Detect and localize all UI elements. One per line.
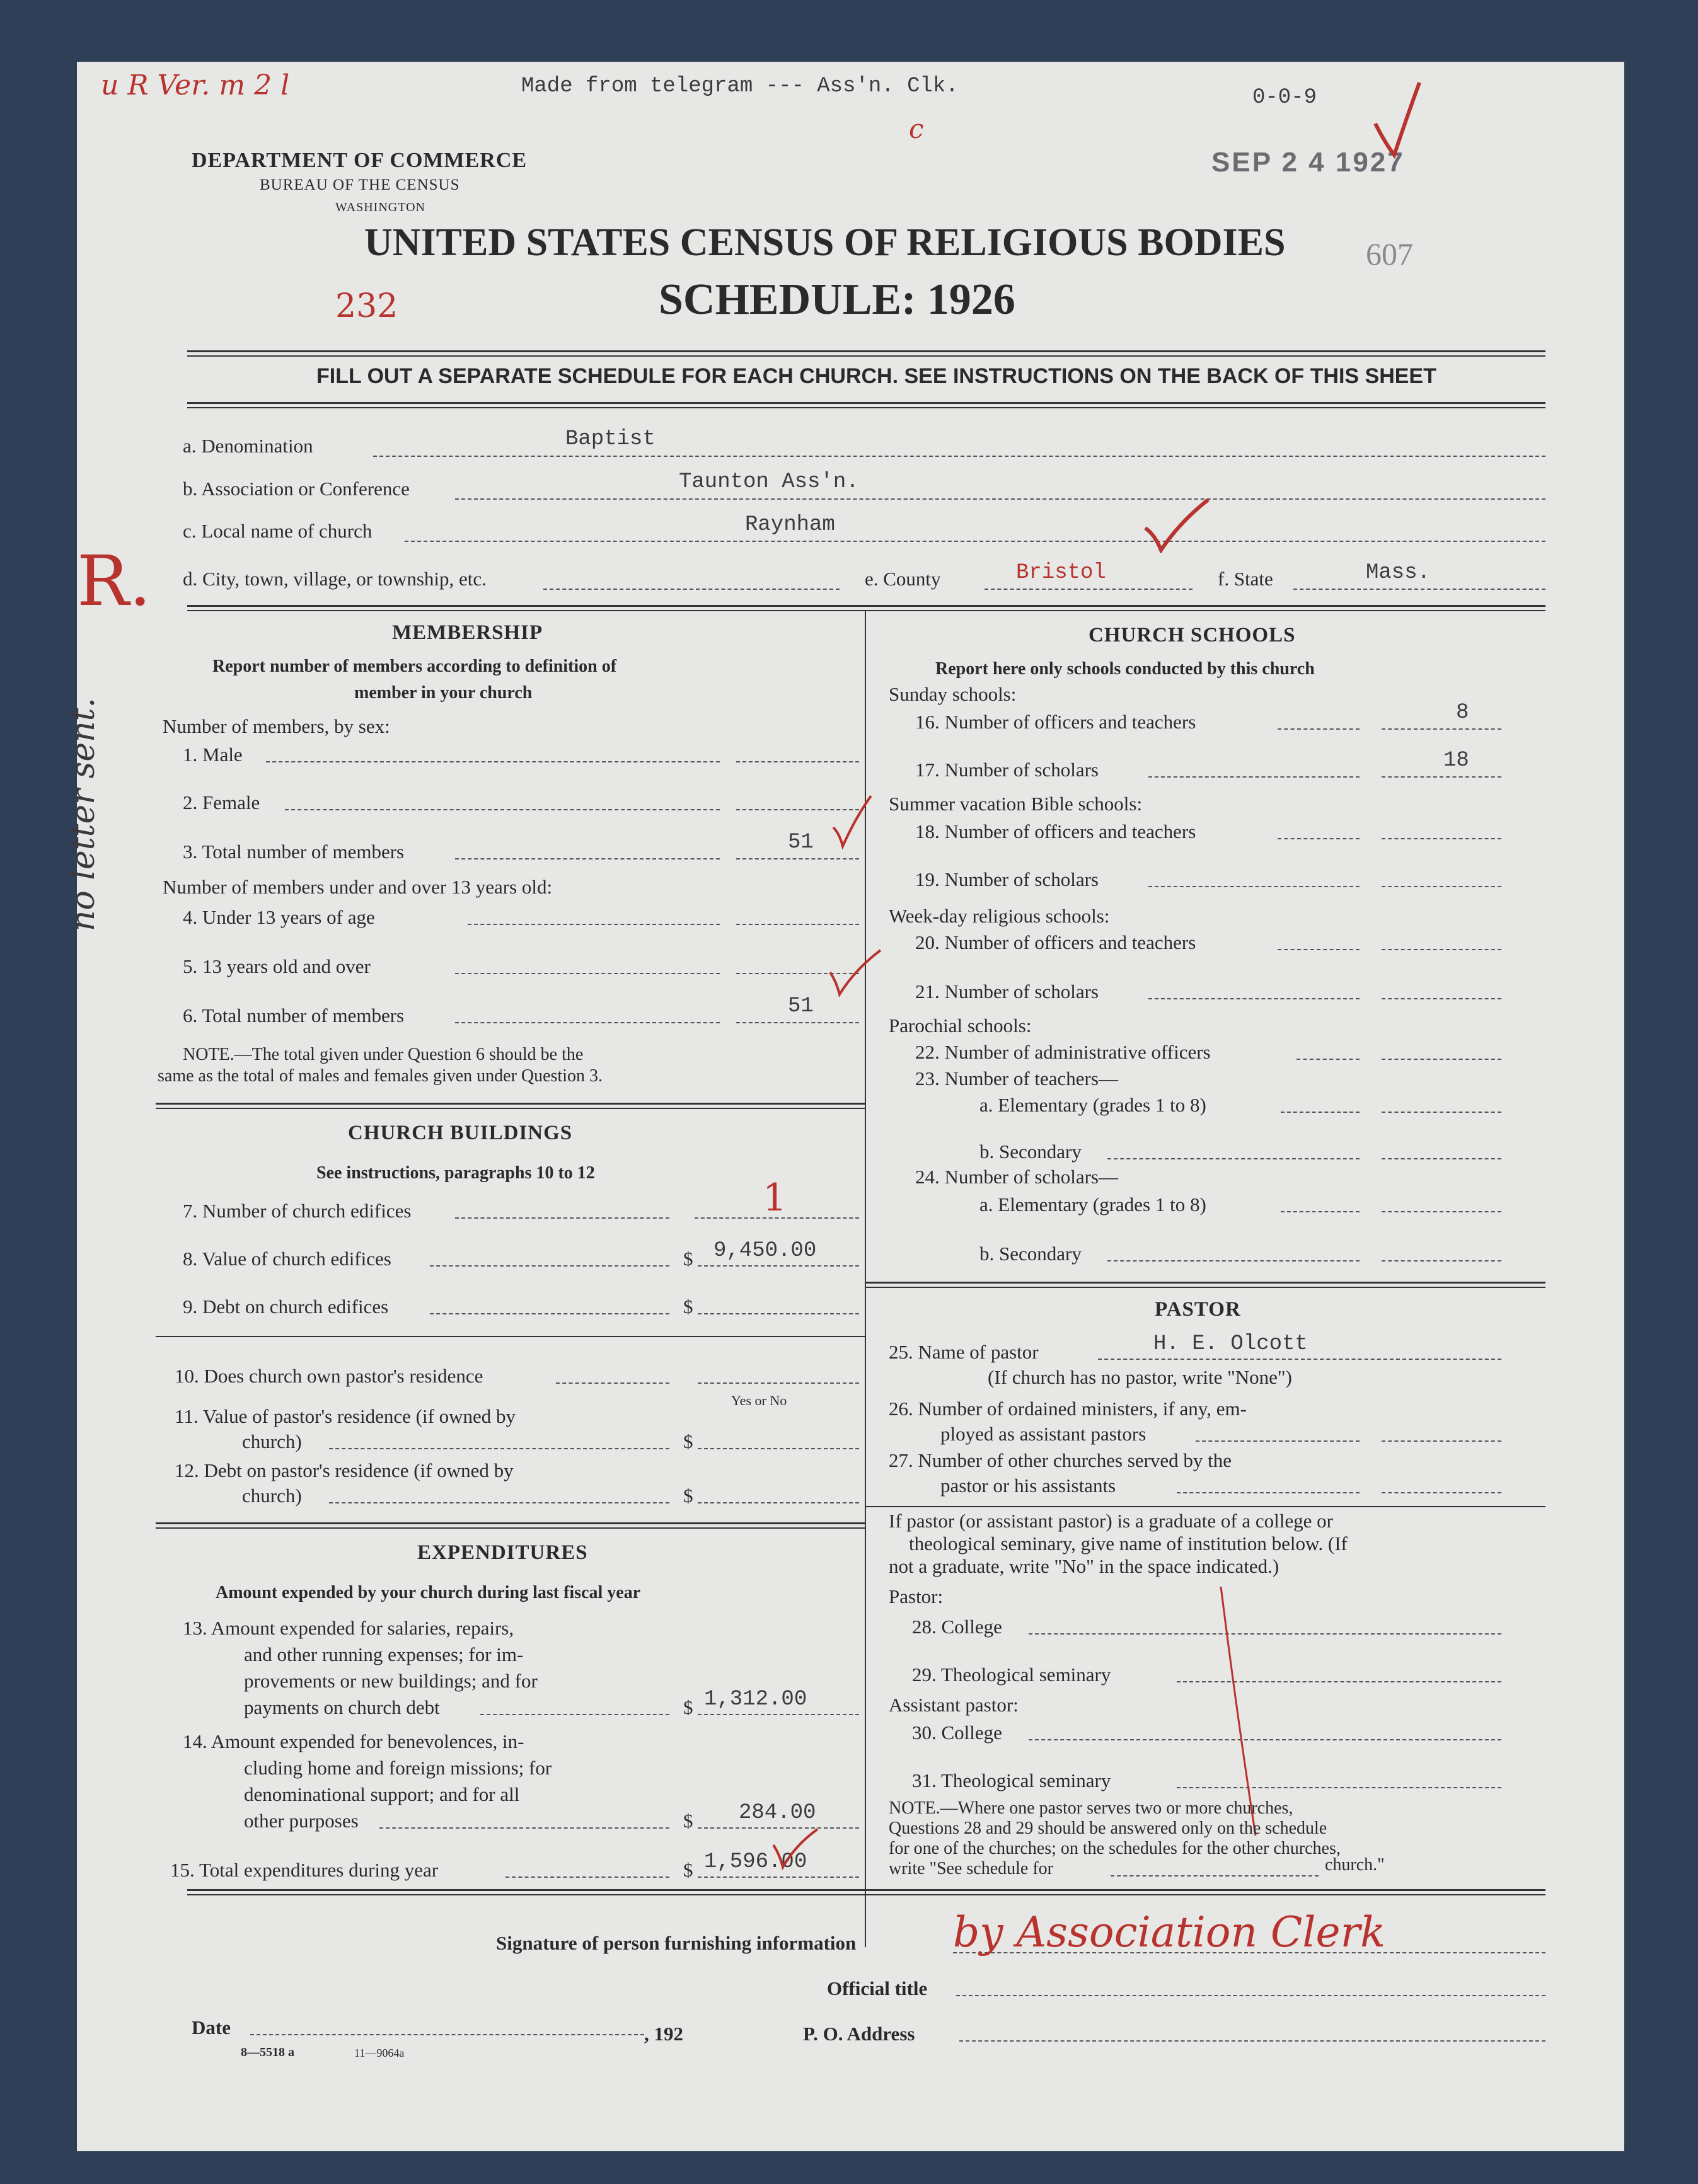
q17-field[interactable] <box>1382 776 1501 778</box>
q1-field[interactable] <box>736 761 859 762</box>
local-name-field[interactable] <box>405 541 1545 542</box>
state-label: f. State <box>1218 568 1273 590</box>
q19-field[interactable] <box>1382 886 1501 887</box>
q13-label: provements or new buildings; and for <box>244 1670 538 1692</box>
q23a-field[interactable] <box>1382 1112 1501 1113</box>
q3-field[interactable] <box>736 858 859 859</box>
q21-leader <box>1148 998 1360 999</box>
pastor-heading: PASTOR <box>1155 1298 1241 1321</box>
q16-value: 8 <box>1456 701 1469 725</box>
pastor-note: Questions 28 and 29 should be answered only on the schedule <box>889 1819 1327 1838</box>
dollar-sign: $ <box>683 1859 693 1881</box>
membership-intro: member in your church <box>354 683 533 703</box>
q4-field[interactable] <box>736 924 859 925</box>
divider <box>187 402 1545 404</box>
summer-label: Summer vacation Bible schools: <box>889 793 1143 815</box>
q20-field[interactable] <box>1382 949 1501 950</box>
q17-leader <box>1148 776 1360 778</box>
state-field[interactable] <box>1293 589 1545 590</box>
stamp-number: 607 <box>1366 236 1413 272</box>
q13-label: and other running expenses; for im- <box>244 1643 524 1665</box>
q8-label: 8. Value of church edifices <box>183 1248 391 1270</box>
instruction-banner: FILL OUT A SEPARATE SCHEDULE FOR EACH CHURCH. SEE INSTRUCTIONS ON THE BACK OF THIS SHEET <box>316 364 1436 388</box>
department-name: DEPARTMENT OF COMMERCE <box>192 149 528 172</box>
q9-label: 9. Debt on church edifices <box>183 1296 389 1318</box>
membership-note: same as the total of males and females given under Question 3. <box>158 1066 603 1086</box>
red-verification-note: u R Ver. m 2 l <box>101 69 290 101</box>
q26-label: 26. Number of ordained ministers, if any, em- <box>889 1398 1247 1420</box>
dollar-sign: $ <box>683 1296 693 1318</box>
q9-leader <box>430 1313 669 1314</box>
q24-label: 24. Number of scholars— <box>915 1166 1118 1188</box>
q27-leader <box>1177 1492 1360 1493</box>
parochial-label: Parochial schools: <box>889 1014 1032 1037</box>
q10-field[interactable] <box>698 1382 859 1384</box>
divider <box>187 605 1545 607</box>
q24b-label: b. Secondary <box>979 1243 1082 1265</box>
divider <box>156 1527 865 1529</box>
divider <box>187 355 1545 357</box>
official-title-field[interactable] <box>956 1995 1545 1996</box>
q18-label: 18. Number of officers and teachers <box>915 820 1196 842</box>
q23b-leader <box>1107 1158 1360 1159</box>
q22-leader <box>1297 1059 1360 1060</box>
dollar-sign: $ <box>683 1696 693 1718</box>
city-label: d. City, town, village, or township, etc. <box>183 568 487 590</box>
q18-field[interactable] <box>1382 838 1501 839</box>
c-mark: c <box>909 113 924 144</box>
denomination-value: Baptist <box>565 427 656 451</box>
q7-value: 1 <box>763 1176 787 1220</box>
q23a-label: a. Elementary (grades 1 to 8) <box>979 1094 1206 1116</box>
q20-leader <box>1278 949 1360 950</box>
date-label: Date <box>192 2016 231 2038</box>
red-check-mark-icon <box>830 793 874 849</box>
signature-label: Signature of person furnishing information <box>496 1932 857 1954</box>
q29-label: 29. Theological seminary <box>912 1664 1111 1686</box>
q11-label: church) <box>242 1430 302 1452</box>
date-field[interactable] <box>250 2034 644 2035</box>
q18-leader <box>1278 838 1360 839</box>
q15-field[interactable] <box>698 1877 859 1878</box>
divider <box>187 610 1545 611</box>
q22-label: 22. Number of administrative officers <box>915 1041 1211 1063</box>
q11-leader <box>329 1448 669 1449</box>
q10-label: 10. Does church own pastor's residence <box>175 1365 483 1387</box>
q1-leader <box>266 761 720 762</box>
q7-leader <box>455 1217 669 1219</box>
q23a-leader <box>1281 1112 1360 1113</box>
expenditures-sub: Amount expended by your church during last fiscal year <box>216 1583 641 1602</box>
see-schedule-field[interactable] <box>1111 1875 1319 1877</box>
q11-label: 11. Value of pastor's residence (if owned by <box>175 1405 516 1427</box>
received-date-stamp: SEP 2 4 1927 <box>1211 147 1405 178</box>
q21-field[interactable] <box>1382 998 1501 999</box>
q17-value: 18 <box>1443 749 1469 773</box>
dollar-sign: $ <box>683 1430 693 1452</box>
graduate-instruction: not a graduate, write "No" in the space indicated.) <box>889 1555 1279 1577</box>
q13-label: 13. Amount expended for salaries, repairs, <box>183 1617 514 1639</box>
county-field[interactable] <box>985 589 1193 590</box>
dollar-sign: $ <box>683 1810 693 1832</box>
q25-label: 25. Name of pastor <box>889 1341 1039 1363</box>
q14-value: 284.00 <box>739 1801 816 1825</box>
membership-note: NOTE.—The total given under Question 6 should be the <box>183 1045 584 1064</box>
q8-leader <box>430 1265 669 1267</box>
divider <box>156 1108 865 1109</box>
page-title: UNITED STATES CENSUS OF RELIGIOUS BODIES <box>364 221 1286 264</box>
graduate-instruction: If pastor (or assistant pastor) is a graduate of a college or <box>889 1510 1333 1532</box>
po-address-field[interactable] <box>959 2040 1545 2042</box>
association-value: Taunton Ass'n. <box>679 470 859 494</box>
q6-value: 51 <box>788 994 814 1018</box>
q12-label: 12. Debt on pastor's residence (if owned by <box>175 1459 514 1481</box>
q6-field[interactable] <box>736 1022 859 1023</box>
q23b-field[interactable] <box>1382 1158 1501 1159</box>
red-check-mark-icon <box>770 1826 821 1870</box>
q27-field[interactable] <box>1382 1492 1501 1493</box>
q13-field[interactable] <box>698 1714 859 1715</box>
q6-leader <box>455 1022 720 1023</box>
yes-no-hint: Yes or No <box>731 1393 787 1408</box>
red-check-mark-icon <box>827 947 884 997</box>
q23-label: 23. Number of teachers— <box>915 1067 1118 1089</box>
divider <box>156 1336 865 1337</box>
red-check-mark-icon <box>1372 79 1423 161</box>
q7-label: 7. Number of church edifices <box>183 1200 412 1222</box>
membership-heading: MEMBERSHIP <box>392 621 543 644</box>
pastor-note: NOTE.—Where one pastor serves two or more churches, <box>889 1798 1293 1818</box>
q15-label: 15. Total expenditures during year <box>170 1859 439 1881</box>
pencil-margin-note: no letter sent. <box>64 697 102 931</box>
q31-label: 31. Theological seminary <box>912 1769 1111 1791</box>
by-sex-label: Number of members, by sex: <box>163 715 390 737</box>
state-value: Mass. <box>1366 561 1431 585</box>
po-address-label: P. O. Address <box>803 2023 915 2045</box>
q25-value: H. E. Olcott <box>1153 1332 1308 1356</box>
q1-label: 1. Male <box>183 744 243 766</box>
q8-field[interactable] <box>698 1265 859 1267</box>
q12-label: church) <box>242 1485 302 1507</box>
page-subtitle: SCHEDULE: 1926 <box>659 275 1015 324</box>
divider <box>866 1287 1545 1288</box>
divider <box>187 407 1545 408</box>
q5-leader <box>455 973 720 974</box>
q26-field[interactable] <box>1382 1440 1501 1442</box>
q3-label: 3. Total number of members <box>183 841 405 863</box>
divider <box>187 1894 1545 1895</box>
q24a-field[interactable] <box>1382 1211 1501 1212</box>
q23b-label: b. Secondary <box>979 1141 1082 1163</box>
by-age-label: Number of members under and over 13 years old: <box>163 876 553 898</box>
q26-leader <box>1196 1440 1360 1442</box>
city-field[interactable] <box>543 589 840 590</box>
q3-leader <box>455 858 720 859</box>
q20-label: 20. Number of officers and teachers <box>915 931 1196 953</box>
graduate-instruction: theological seminary, give name of institution below. (If <box>909 1532 1348 1555</box>
census-schedule-sheet <box>64 62 1624 2151</box>
q19-leader <box>1148 886 1360 887</box>
q22-field[interactable] <box>1382 1059 1501 1060</box>
assistant-sublabel: Assistant pastor: <box>889 1694 1019 1716</box>
dollar-sign: $ <box>683 1485 693 1507</box>
q21-label: 21. Number of scholars <box>915 980 1099 1003</box>
membership-intro: Report number of members according to definition of <box>212 657 617 676</box>
q24a-label: a. Elementary (grades 1 to 8) <box>979 1193 1206 1216</box>
q14-label: 14. Amount expended for benevolences, in- <box>183 1730 524 1752</box>
county-label: e. County <box>865 568 941 590</box>
q16-label: 16. Number of officers and teachers <box>915 711 1196 733</box>
q12-leader <box>329 1502 669 1503</box>
schools-heading: CHURCH SCHOOLS <box>1089 624 1296 647</box>
q2-leader <box>285 809 720 810</box>
signature-value: by Association Clerk <box>953 1908 1386 1957</box>
q30-label: 30. College <box>912 1721 1002 1744</box>
red-check-mark-icon <box>1142 497 1211 553</box>
sunday-label: Sunday schools: <box>889 683 1017 705</box>
q5-label: 5. 13 years old and over <box>183 955 371 977</box>
divider <box>187 1889 1545 1891</box>
bureau-name: BUREAU OF THE CENSUS <box>260 176 460 193</box>
q16-field[interactable] <box>1382 728 1501 730</box>
pastor-note: church." <box>1325 1855 1385 1875</box>
q12-field[interactable] <box>698 1502 859 1503</box>
telegram-note: Made from telegram --- Ass'n. Clk. <box>521 74 959 98</box>
form-number: 8—5518 a <box>241 2045 294 2059</box>
q13-leader <box>480 1714 669 1715</box>
divider <box>866 1506 1545 1507</box>
red-number: 232 <box>335 287 398 325</box>
q10-leader <box>556 1382 669 1384</box>
q24b-leader <box>1107 1260 1360 1262</box>
q13-value: 1,312.00 <box>704 1687 807 1711</box>
q28-label: 28. College <box>912 1616 1002 1638</box>
q11-field[interactable] <box>698 1448 859 1449</box>
association-label: b. Association or Conference <box>183 478 410 500</box>
q25-field[interactable] <box>1098 1359 1501 1360</box>
official-title-label: Official title <box>827 1977 928 1999</box>
q4-label: 4. Under 13 years of age <box>183 906 375 928</box>
q26-label: ployed as assistant pastors <box>940 1423 1146 1445</box>
q27-label: 27. Number of other churches served by the <box>889 1449 1232 1471</box>
date-year: , 192 <box>644 2023 683 2045</box>
q13-label: payments on church debt <box>244 1696 440 1718</box>
q25-note: (If church has no pastor, write "None") <box>988 1366 1292 1388</box>
buildings-sub: See instructions, paragraphs 10 to 12 <box>316 1163 595 1183</box>
q15-value: 1,596.00 <box>704 1850 807 1874</box>
divider <box>866 1282 1545 1284</box>
q17-label: 17. Number of scholars <box>915 759 1099 781</box>
local-name-value: Raynham <box>745 513 835 537</box>
divider <box>156 1103 865 1105</box>
pastor-sublabel: Pastor: <box>889 1585 944 1607</box>
denomination-label: a. Denomination <box>183 435 313 457</box>
pastor-note: write "See schedule for <box>889 1859 1053 1878</box>
buildings-heading: CHURCH BUILDINGS <box>348 1122 573 1144</box>
q30-field[interactable] <box>1029 1739 1501 1740</box>
local-name-label: c. Local name of church <box>183 520 373 542</box>
association-field[interactable] <box>455 498 1545 500</box>
q4-leader <box>468 924 720 925</box>
q14-label: other purposes <box>244 1810 359 1832</box>
q19-label: 19. Number of scholars <box>915 868 1099 890</box>
q27-label: pastor or his assistants <box>940 1474 1116 1497</box>
q6-label: 6. Total number of members <box>183 1004 405 1026</box>
q24b-field[interactable] <box>1382 1260 1501 1262</box>
denomination-field[interactable] <box>373 456 1545 457</box>
q15-leader <box>505 1877 669 1878</box>
q14-label: cluding home and foreign missions; for <box>244 1757 552 1779</box>
q16-leader <box>1278 728 1360 730</box>
dollar-sign: $ <box>683 1248 693 1270</box>
red-r-mark: R. <box>77 541 151 621</box>
q14-label: denominational support; and for all <box>244 1783 520 1805</box>
q9-field[interactable] <box>698 1313 859 1314</box>
q28-field[interactable] <box>1029 1633 1501 1635</box>
bureau-city: WASHINGTON <box>335 200 425 214</box>
print-number: 11—9064a <box>354 2047 405 2059</box>
q24a-leader <box>1281 1211 1360 1212</box>
pastor-note: for one of the churches; on the schedules for the other churches, <box>889 1839 1341 1858</box>
form-code: 0-0-9 <box>1252 86 1317 110</box>
q2-label: 2. Female <box>183 791 260 813</box>
expenditures-heading: EXPENDITURES <box>417 1541 588 1564</box>
q14-leader <box>379 1827 669 1829</box>
q3-value: 51 <box>788 830 814 854</box>
county-value: Bristol <box>1016 561 1106 585</box>
divider <box>156 1522 865 1524</box>
divider <box>187 350 1545 352</box>
weekday-label: Week-day religious schools: <box>889 905 1110 927</box>
schools-sub: Report here only schools conducted by this church <box>935 659 1315 679</box>
q8-value: 9,450.00 <box>713 1239 817 1263</box>
